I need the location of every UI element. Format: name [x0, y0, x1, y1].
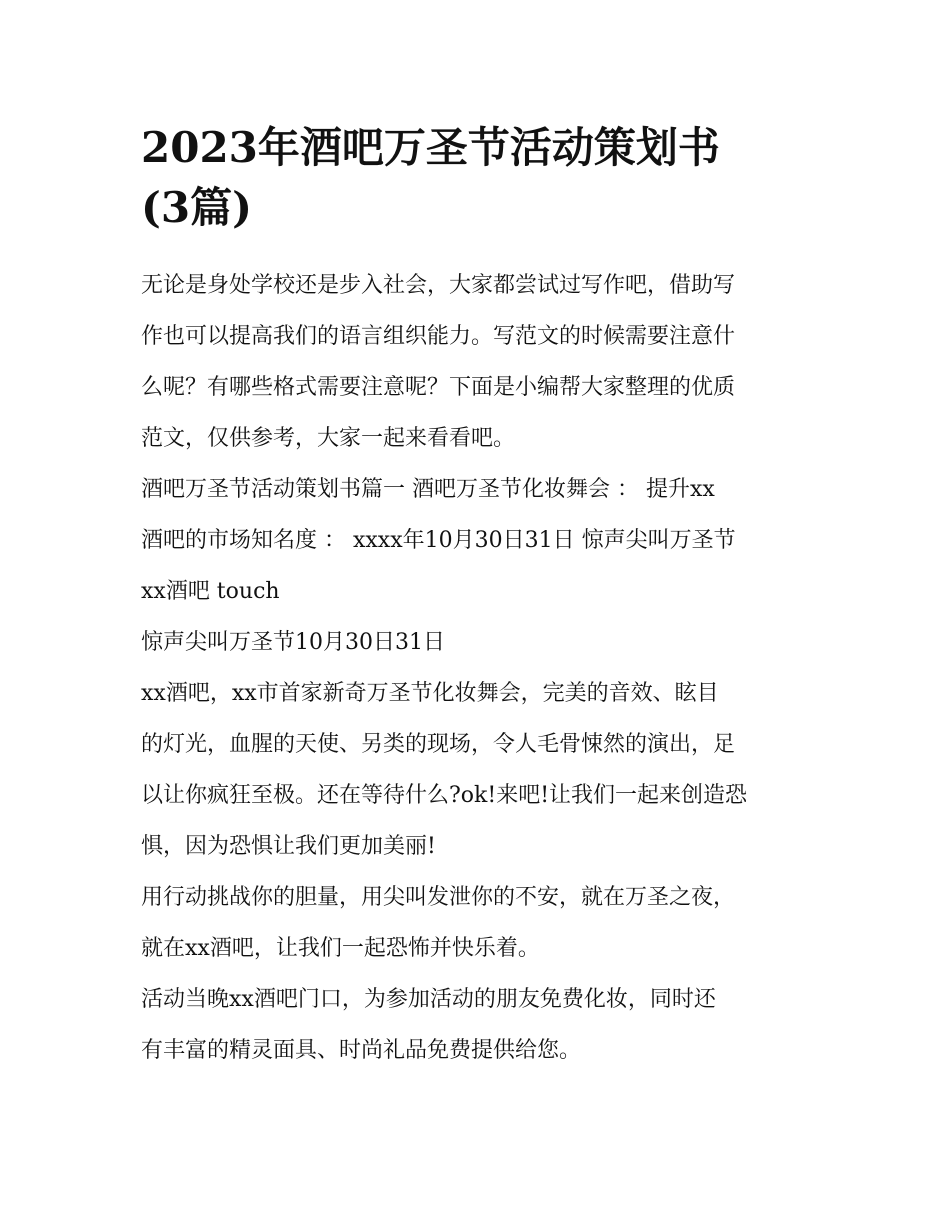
paragraph-line: 活动当晚xx酒吧门口，为参加活动的朋友免费化妆，同时还 [141, 987, 716, 1012]
paragraph-line: 酒吧万圣节活动策划书篇一 酒吧万圣节化妆舞会 ： 提升xx [141, 477, 715, 502]
intro-paragraph [141, 260, 813, 464]
paragraph-line: 无论是身处学校还是步入社会，大家都尝试过写作吧，借助写 [141, 273, 736, 298]
title-line: (3篇) [141, 183, 252, 232]
event-name-paragraph [141, 617, 813, 668]
paragraph-line: 惊声尖叫万圣节10月30日31日 [141, 630, 445, 655]
document-page [141, 118, 813, 1076]
paragraph-line: 的灯光，血腥的天使、另类的现场，令人毛骨悚然的演出，足 [141, 732, 736, 757]
paragraph-line: 酒吧的市场知名度 ： xxxx年10月30日31日 惊声尖叫万圣节 [141, 528, 736, 553]
document-title [141, 118, 813, 238]
paragraph-line: 用行动挑战你的胆量，用尖叫发泄你的不安，就在万圣之夜， [141, 885, 736, 910]
plan-summary-paragraph [141, 464, 813, 617]
paragraph-line: 作也可以提高我们的语言组织能力。写范文的时候需要注意什 [141, 324, 736, 349]
paragraph-line: 有丰富的精灵面具、时尚礼品免费提供给您。 [141, 1038, 582, 1063]
paragraph-line: 惧，因为恐惧让我们更加美丽! [141, 834, 436, 859]
title-line: 2023年酒吧万圣节活动策划书 [141, 123, 720, 172]
paragraph-line: 范文，仅供参考，大家一起来看看吧。 [141, 426, 516, 451]
event-description-paragraph [141, 668, 813, 872]
paragraph-line: xx酒吧，xx市首家新奇万圣节化妆舞会，完美的音效、眩目 [141, 681, 719, 706]
activity-paragraph [141, 974, 813, 1076]
paragraph-line: xx酒吧 touch [141, 579, 280, 604]
paragraph-line: 么呢？有哪些格式需要注意呢？下面是小编帮大家整理的优质 [141, 375, 736, 400]
slogan-paragraph [141, 872, 813, 974]
paragraph-line: 就在xx酒吧，让我们一起恐怖并快乐着。 [141, 936, 540, 961]
paragraph-line: 以让你疯狂至极。还在等待什么?ok!来吧!让我们一起来创造恐 [141, 783, 748, 808]
